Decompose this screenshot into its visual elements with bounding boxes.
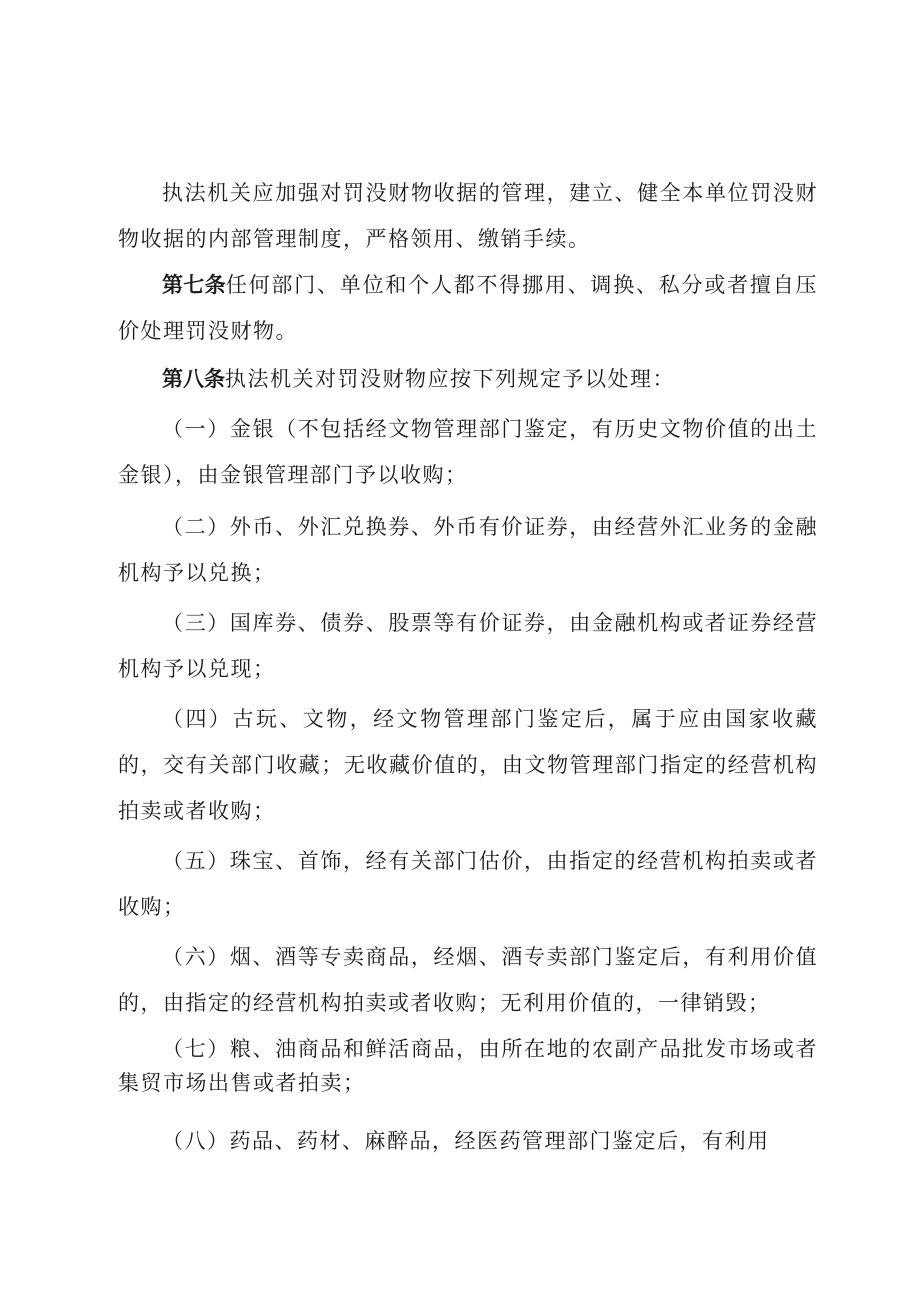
paragraph-text: （三）国库券、债券、股票等有价证券，由金融机构或者证券经营机构予以兑现； (118, 611, 818, 681)
article-number: 第八条 (162, 367, 225, 391)
paragraph-article-7 (118, 262, 818, 354)
paragraph-text: （一）金银（不包括经文物管理部门鉴定，有历史文物价值的出土金银），由金银管理部门予以收购； (118, 417, 818, 487)
paragraph-text: 执法机关应加强对罚没财物收据的管理，建立、健全本单位罚没财物收据的内部管理制度，严格领用、缴销手续。 (118, 181, 818, 251)
list-item-1-gold-silver (118, 406, 818, 498)
paragraph-text: （七）粮、油商品和鲜活商品，由所在地的农副产品批发市场或者集贸市场出售或者拍卖； (118, 1037, 818, 1095)
paragraph-receipt-management (118, 170, 818, 262)
list-item-2-foreign-currency (118, 504, 818, 596)
list-item-8-medicine (118, 1118, 818, 1164)
list-item-3-securities (118, 600, 818, 692)
paragraph-text: （四）古玩、文物，经文物管理部门鉴定后，属于应由国家收藏的，交有关部门收藏；无收藏价值的，由文物管理部门指定的经营机构拍卖或者收购； (118, 707, 818, 823)
paragraph-text: 任何部门、单位和个人都不得挪用、调换、私分或者擅自压价处理罚没财物。 (118, 273, 818, 343)
paragraph-text: （八）药品、药材、麻醉品，经医药管理部门鉴定后，有利用 (162, 1129, 770, 1153)
list-item-6-tobacco-liquor (118, 934, 818, 1026)
list-item-4-antiques (118, 696, 818, 834)
paragraph-text: 执法机关对罚没财物应按下列规定予以处理： (225, 367, 675, 391)
paragraph-text: （六）烟、酒等专卖商品，经烟、酒专卖部门鉴定后，有利用价值的，由指定的经营机构拍卖或者收购；无利用价值的，一律销毁； (118, 945, 818, 1015)
paragraph-text: （五）珠宝、首饰，经有关部门估价，由指定的经营机构拍卖或者收购； (118, 849, 818, 919)
paragraph-text: （二）外币、外汇兑换券、外币有价证券，由经营外汇业务的金融机构予以兑换； (118, 515, 818, 585)
list-item-7-grain-oil (118, 1030, 818, 1100)
paragraph-article-8 (118, 356, 818, 402)
list-item-5-jewelry (118, 838, 818, 930)
article-number: 第七条 (162, 273, 226, 297)
